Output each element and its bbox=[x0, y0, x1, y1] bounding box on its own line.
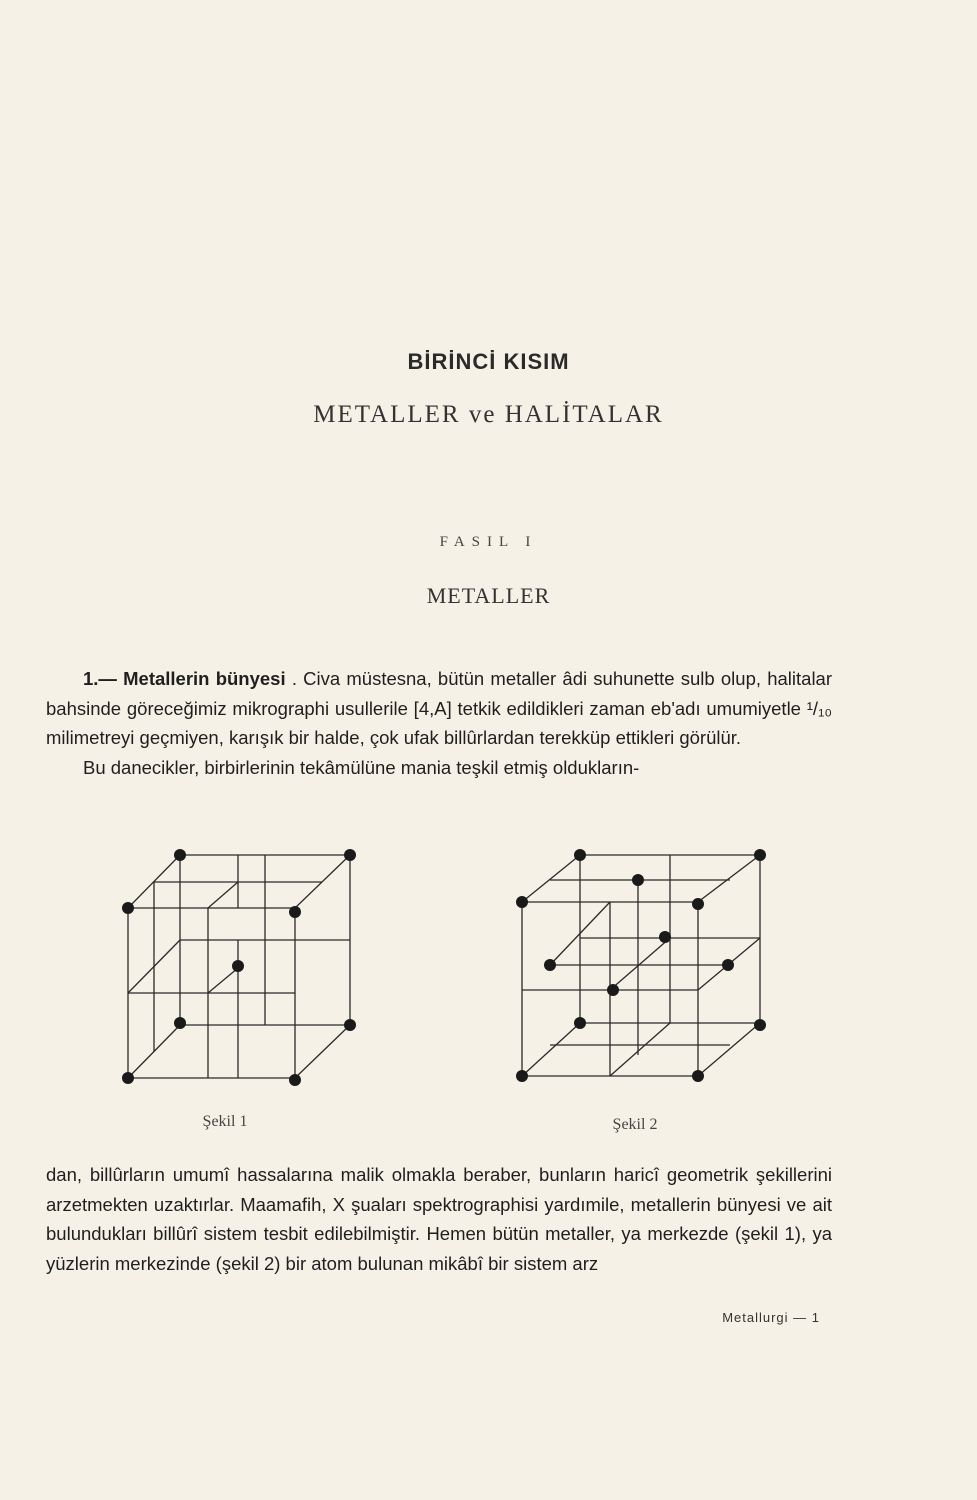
figures-area bbox=[0, 830, 977, 1150]
part-title: METALLER ve HALİTALAR bbox=[313, 401, 664, 428]
body-paragraph-1 bbox=[46, 664, 832, 782]
figure-1-caption: Şekil 1 bbox=[202, 1113, 248, 1130]
paragraph-2-text: Bu danecikler, birbirlerinin tekâmülüne mania teşkil etmiş oldukların- bbox=[83, 756, 640, 778]
paragraph-1-text: . Civa müstesna, bütün metaller âdi suhunette sulb olup, halitalar bahsinde göreceğimiz mikrographi usullerile [4,A] tetkik edildikleri zaman eb'adı umumiyetle ¹/₁₀ milimetreyi geçmiyen, karışık bir halde, çok ufak billûrlardan terekküp ettikleri görülür. bbox=[46, 668, 833, 748]
figure-2-fcc-lattice bbox=[510, 830, 780, 1090]
part-heading: BİRİNCİ KISIM bbox=[407, 349, 570, 374]
chapter-heading: FASIL I bbox=[439, 534, 538, 550]
chapter-title: METALLER bbox=[426, 583, 551, 608]
section-label: 1.— Metallerin bünyesi bbox=[83, 668, 286, 689]
page-footer: Metallurgi — 1 bbox=[722, 1310, 820, 1325]
figure-1-bcc-lattice bbox=[110, 830, 370, 1090]
figure-2-caption: Şekil 2 bbox=[612, 1116, 658, 1133]
body-paragraph-3 bbox=[46, 1160, 832, 1278]
paragraph-3-text: dan, billûrların umumî hassalarına malik olmakla beraber, bunların haricî geometrik şekillerini arzetmekten uzaktırlar. Maamafih, X şuaları spektrographisi yardımile, metallerin bünyesi ve ait bulundukları billûrî sistem tesbit edilebilmiştir. Hemen bütün metaller, ya merkezde (şekil 1), ya yüzlerin merkezinde (şekil 2) bir atom bulunan mikâbî bir sistem arz bbox=[46, 1164, 832, 1274]
